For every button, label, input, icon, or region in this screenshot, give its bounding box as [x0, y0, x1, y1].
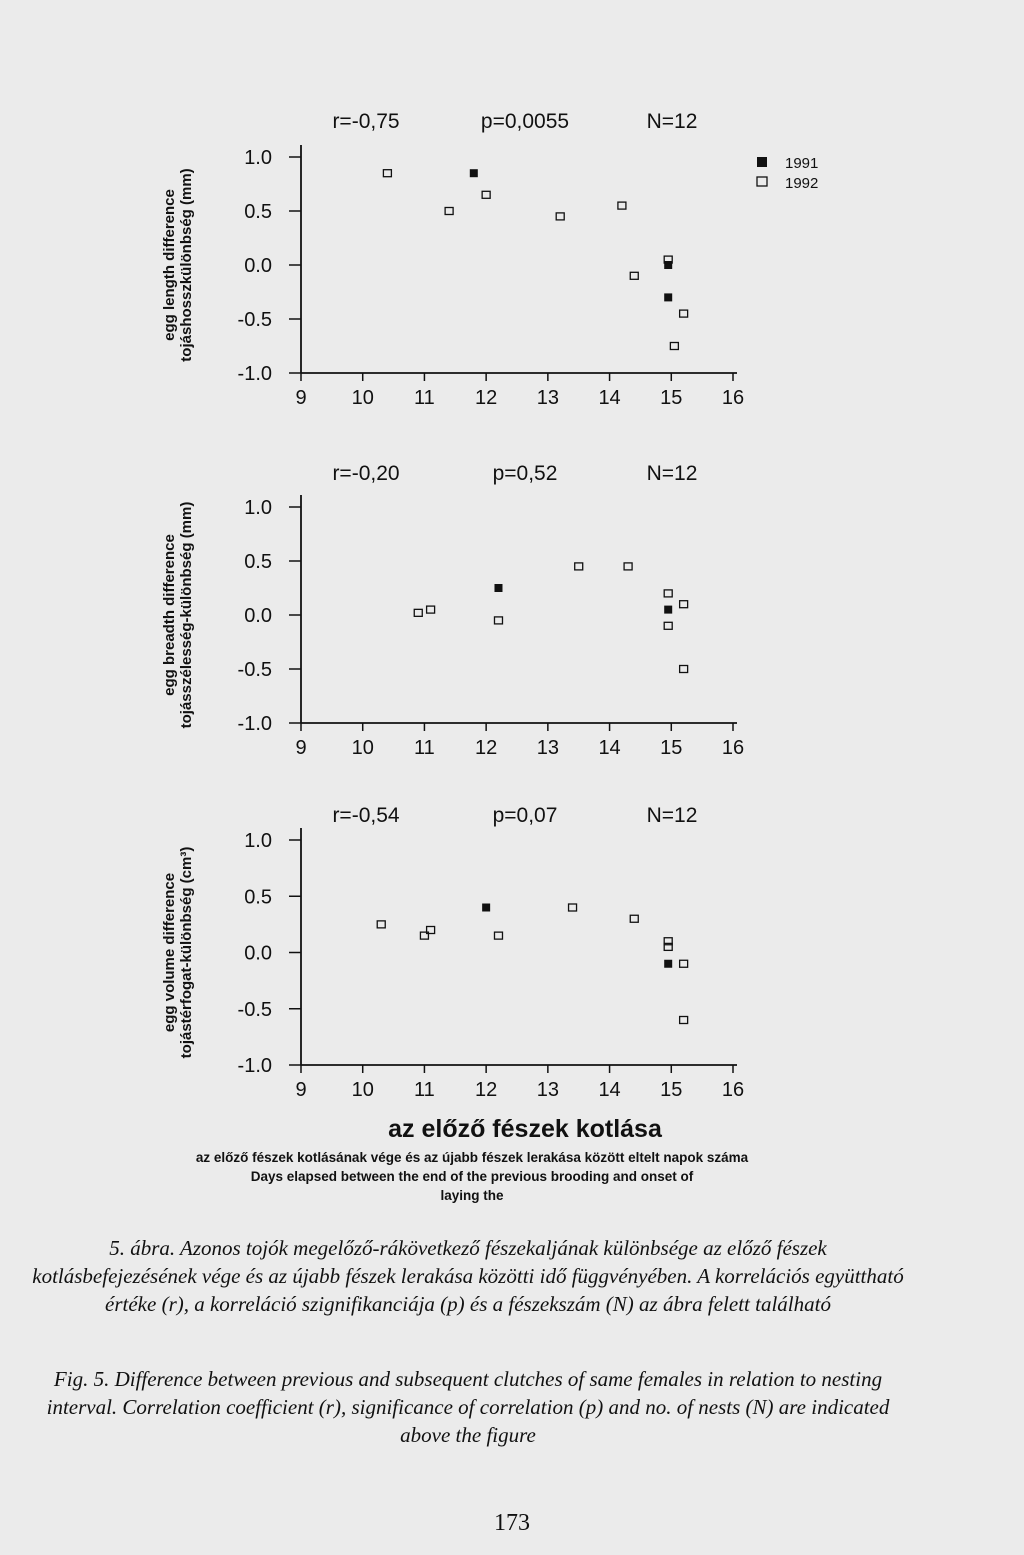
data-point-open [383, 170, 391, 177]
stat-r: r=-0,54 [332, 804, 400, 827]
y-axis-label-en: egg breadth difference [161, 534, 178, 696]
y-tick-label: 1.0 [244, 497, 272, 519]
y-tick-label: -1.0 [237, 1055, 272, 1077]
x-tick-label: 11 [414, 1079, 435, 1101]
y-tick-label: -1.0 [237, 363, 272, 385]
data-point-open [664, 622, 672, 629]
stat-p: p=0,07 [492, 804, 558, 827]
x-axis-label-en: Days elapsed between the end of the previous brooding and onset of [250, 1169, 694, 1184]
figure-caption-hungarian: 5. ábra. Azonos tojók megelőző-rákövetkező fészekaljának különbsége az előző fészek kotlásbefejezésének vége és az újabb fészek lerakása közötti idő függvényében. A korrelációs együttható értéke (r), a korreláció szignifikanciája (p) és a fészekszám (N) az ábra felett található [32, 1236, 904, 1316]
data-point-open [427, 606, 435, 613]
data-point-filled [664, 960, 672, 968]
x-tick-label: 15 [660, 387, 683, 409]
data-point-open [680, 310, 688, 317]
data-point-open [414, 609, 422, 616]
stat-r: r=-0,20 [332, 462, 400, 485]
data-point-open [556, 213, 564, 220]
data-point-filled [664, 606, 672, 614]
data-point-open [630, 272, 638, 279]
data-point-open [445, 208, 453, 215]
data-point-open [494, 932, 502, 939]
x-axis-main-label: az előző fészek kotlása [388, 1115, 662, 1143]
x-tick-label: 15 [660, 1079, 683, 1101]
x-tick-label: 9 [295, 737, 307, 759]
data-point-open [680, 1017, 688, 1024]
data-point-filled [482, 904, 490, 912]
y-tick-label: 0.0 [244, 255, 272, 277]
data-point-open [494, 617, 502, 624]
x-tick-label: 12 [475, 1079, 498, 1101]
data-point-open [618, 202, 626, 209]
y-tick-label: 0.0 [244, 605, 272, 627]
legend-label: 1992 [785, 175, 819, 192]
y-axis-label-hu: tojáshosszkülönbség (mm) [178, 168, 195, 362]
x-tick-label: 9 [295, 387, 307, 409]
x-tick-label: 13 [536, 387, 559, 409]
y-tick-label: 1.0 [244, 830, 272, 852]
x-axis-label-en-line2: laying the [440, 1188, 504, 1203]
x-tick-label: 12 [475, 387, 498, 409]
x-tick-label: 13 [536, 737, 559, 759]
x-tick-label: 16 [721, 1079, 745, 1101]
x-tick-label: 10 [351, 387, 374, 409]
x-tick-label: 12 [475, 737, 498, 759]
stat-n: N=12 [646, 462, 698, 485]
stat-r: r=-0,75 [332, 110, 400, 133]
y-axis-label-en: egg length difference [161, 189, 178, 341]
data-point-filled [664, 261, 672, 269]
x-tick-label: 16 [721, 387, 745, 409]
data-point-open [624, 563, 632, 570]
data-point-open [680, 601, 688, 608]
x-tick-label: 11 [414, 737, 435, 759]
y-axis-label-en: egg volume difference [161, 872, 178, 1033]
data-point-open [670, 343, 678, 350]
y-tick-label: 0.5 [244, 201, 272, 223]
legend-label: 1991 [785, 155, 819, 172]
data-point-open [575, 563, 583, 570]
data-point-open [680, 666, 688, 673]
x-tick-label: 14 [598, 387, 621, 409]
x-tick-label: 15 [660, 737, 683, 759]
stat-n: N=12 [646, 804, 698, 827]
chart-2 [161, 462, 744, 759]
x-tick-label: 10 [351, 1079, 374, 1101]
stat-p: p=0,52 [492, 462, 558, 485]
y-axis-label-hu: tojástérfogat-különbség (cm³) [178, 846, 195, 1059]
data-point-filled [494, 584, 502, 592]
x-tick-label: 10 [351, 737, 374, 759]
data-point-open [569, 904, 577, 911]
legend-marker-filled [757, 157, 767, 167]
y-tick-label: 0.5 [244, 551, 272, 573]
data-point-open [482, 191, 490, 198]
stat-n: N=12 [646, 110, 698, 133]
charts-group [161, 110, 818, 1101]
y-tick-label: -0.5 [237, 659, 272, 681]
y-tick-label: 1.0 [244, 147, 272, 169]
stat-p: p=0,0055 [480, 110, 570, 133]
y-tick-label: -0.5 [237, 998, 272, 1021]
x-tick-label: 16 [721, 737, 745, 759]
data-point-open [377, 921, 385, 928]
x-tick-label: 14 [598, 737, 621, 759]
x-axis-label-hu: az előző fészek kotlásának vége és az újabb fészek lerakása között eltelt napok száma [195, 1150, 749, 1165]
y-tick-label: 0.0 [244, 942, 272, 965]
figure-caption-english: Fig. 5. Difference between previous and subsequent clutches of same females in relation to nesting interval. Correlation coefficient (r), significance of correlation (p) and no. of nests (N) are indicated above the figure [46, 1367, 890, 1447]
data-point-open [680, 960, 688, 967]
x-tick-label: 11 [414, 387, 435, 409]
chart-3 [161, 804, 744, 1101]
x-tick-label: 13 [536, 1079, 559, 1101]
y-tick-label: -1.0 [237, 713, 272, 735]
data-point-filled [470, 169, 478, 177]
y-tick-label: 0.5 [244, 886, 272, 909]
chart-1 [161, 110, 818, 409]
y-axis-label-hu: tojásszélesség-különbség (mm) [178, 501, 195, 729]
data-point-filled [664, 293, 672, 301]
data-point-open [630, 915, 638, 922]
data-point-open [664, 590, 672, 597]
legend-marker-open [757, 177, 767, 186]
x-tick-label: 14 [598, 1079, 621, 1101]
page-number: 173 [494, 1510, 530, 1536]
x-tick-label: 9 [295, 1079, 307, 1101]
y-tick-label: -0.5 [237, 309, 272, 331]
